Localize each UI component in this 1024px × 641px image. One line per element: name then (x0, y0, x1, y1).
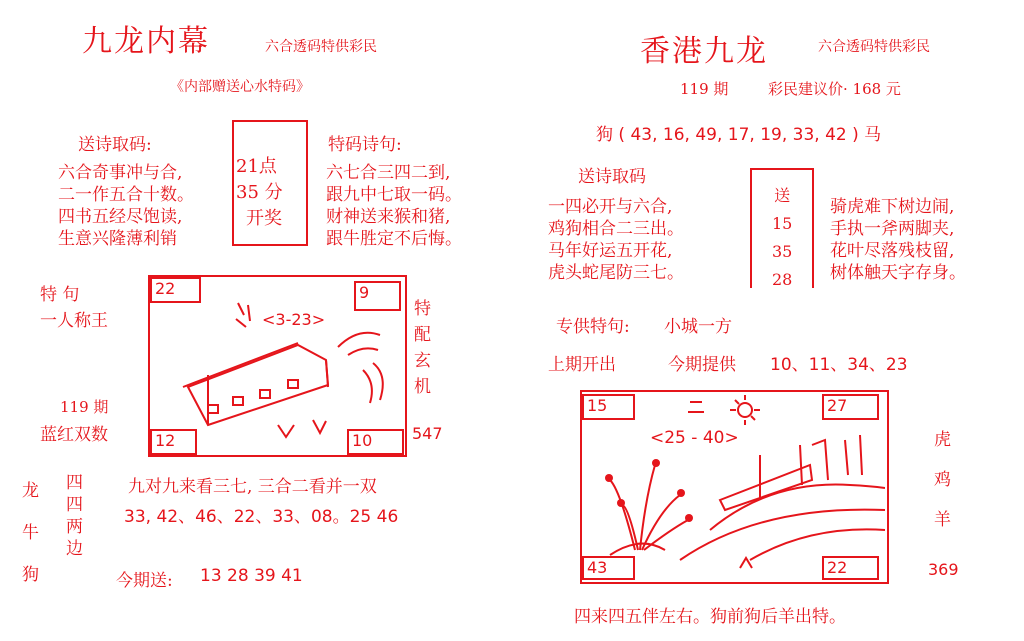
code-line: 财神送来猴和猪, (326, 207, 451, 227)
right-poem-heading: 送诗取码 (578, 167, 646, 187)
right-side-vertical (934, 420, 951, 540)
teju-label: 特 句 (40, 285, 80, 305)
last-label: 上期开出 (548, 355, 616, 375)
corner-number-tr: 27 (822, 394, 879, 420)
code-poem (326, 162, 462, 250)
side-char: 机 (414, 377, 431, 397)
send-char: 送 (774, 186, 791, 205)
color-tip: 蓝红双数 (40, 425, 108, 445)
poem-line: 骑虎难下树边闹, (830, 197, 955, 217)
poem-line: 鸡狗相合二三出。 (548, 219, 684, 239)
poem-line: 四书五经尽饱读, (58, 207, 183, 227)
left-period: 119 期 (60, 398, 109, 416)
poem-line: 二一作五合十数。 (58, 185, 194, 205)
poem-line: 一四必开与六合, (548, 197, 673, 217)
code-line: 跟牛胜定不后悔。 (326, 229, 462, 249)
send-number: 15 (772, 214, 793, 233)
special-value: 小城一方 (664, 317, 732, 337)
left-pic-range: <3-23> (262, 310, 326, 329)
right-period: 119 期 (680, 80, 729, 98)
numbers-line: 33, 42、46、22、33、08。25 46 (124, 507, 399, 527)
corner-number-tr: 9 (354, 281, 401, 311)
left-poem (58, 162, 194, 250)
code-heading: 特码诗句: (328, 135, 402, 155)
teju-value: 一人称王 (40, 311, 108, 331)
four-char: 边 (66, 539, 83, 559)
side-vertical-text (414, 296, 431, 400)
corner-number-br: 10 (347, 429, 404, 455)
right-side-number: 369 (928, 560, 959, 579)
poem-line: 生意兴隆薄利销 (58, 229, 177, 249)
four-char: 四 (66, 473, 83, 493)
tip-line: 九对九来看三七, 三合二看并一双 (128, 477, 377, 497)
left-subtitle: 《内部赠送心水特码》 (170, 79, 310, 95)
bottom-line: 四来四五伴左右。狗前狗后羊出特。 (574, 607, 846, 627)
right-today-label: 今期提供 (668, 355, 736, 375)
send-box-text (772, 182, 792, 294)
side-char: 虎 (934, 430, 951, 450)
right-poem (548, 196, 684, 284)
poem-line: 马年好运五开花, (548, 241, 673, 261)
code-line: 跟九中七取一码。 (326, 185, 462, 205)
corner-number-tl: 15 (582, 394, 635, 420)
side-number: 547 (412, 424, 443, 443)
right-poem-2 (830, 196, 966, 284)
draw-time-text (236, 154, 283, 232)
zodiac-vertical (22, 470, 39, 596)
side-char: 配 (414, 325, 431, 345)
corner-number-bl: 43 (582, 556, 635, 580)
right-title-tag: 六合透码特供彩民 (818, 39, 930, 55)
side-char: 玄 (414, 351, 431, 371)
side-char: 特 (414, 299, 431, 319)
left-poem-heading: 送诗取码: (78, 135, 152, 155)
today-numbers: 13 28 39 41 (200, 566, 303, 586)
draw-time-minute: 35 分 (236, 182, 283, 203)
corner-number-tl: 22 (150, 277, 201, 303)
draw-time-label: 开奖 (246, 208, 282, 229)
side-char: 羊 (934, 510, 951, 530)
poem-line: 六合奇事冲与合, (58, 163, 183, 183)
send-number: 28 (772, 270, 793, 289)
left-title-tag: 六合透码特供彩民 (265, 39, 377, 55)
send-number: 35 (772, 242, 793, 261)
right-price: 彩民建议价· 168 元 (768, 80, 901, 98)
right-today-numbers: 10、11、34、23 (770, 355, 908, 375)
left-title: 九龙内幕 (82, 24, 210, 59)
today-label: 今期送: (116, 571, 173, 591)
zodiac-char: 牛 (22, 523, 39, 543)
poem-line: 手执一斧两脚夹, (830, 219, 955, 239)
zodiac-char: 狗 (22, 565, 39, 585)
special-label: 专供特句: (556, 317, 630, 337)
four-char: 两 (66, 517, 83, 537)
animals-line: 狗 ( 43, 16, 49, 17, 19, 33, 42 ) 马 (596, 125, 882, 145)
poem-line: 花叶尽落残枝留, (830, 241, 955, 261)
side-char: 鸡 (934, 470, 951, 490)
corner-number-br: 22 (822, 556, 879, 580)
zodiac-char: 龙 (22, 481, 39, 501)
left-house-sketch (148, 275, 403, 453)
right-title: 香港九龙 (640, 34, 768, 69)
draw-time-hour: 21点 (236, 156, 277, 177)
four-char: 四 (66, 495, 83, 515)
poem-line: 虎头蛇尾防三七。 (548, 263, 684, 283)
right-pic-range: <25 - 40> (650, 428, 739, 448)
four-vertical (66, 472, 83, 560)
code-line: 六七合三四二到, (326, 163, 451, 183)
corner-number-bl: 12 (150, 429, 197, 455)
right-landscape-sketch (580, 390, 885, 580)
poem-line: 树体触天字存身。 (830, 263, 966, 283)
